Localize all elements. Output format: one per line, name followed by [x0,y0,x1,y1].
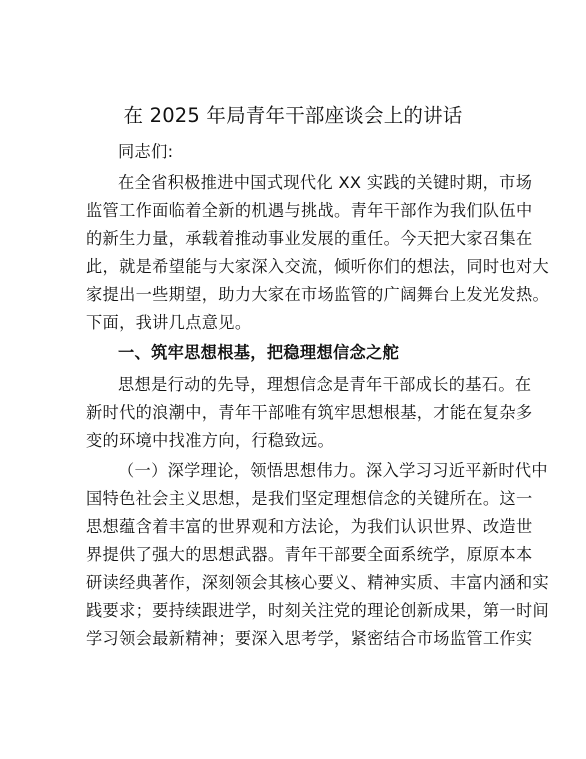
paragraph-line: 变的环境中找准方向，行稳致远。 [86,431,335,450]
paragraph-line: 践要求；要持续跟进学，时刻关注党的理论创新成果，第一时间 [86,601,550,620]
paragraph-line: （一）深学理论，领悟思想伟力。深入学习习近平新时代中 [118,461,548,480]
paragraph-line: 家提出一些期望，助力大家在市场监管的广阔舞台上发光发热。 [86,285,550,304]
section-heading: 一、筑牢思想根基，把稳理想信念之舵 [118,343,400,362]
paragraph-line: 国特色社会主义思想，是我们坚定理想信念的关键所在。这一 [86,489,533,508]
paragraph-line: 监管工作面临着全新的机遇与挑战。青年干部作为我们队伍中 [86,201,533,220]
paragraph-line: 此，就是希望能与大家深入交流，倾听你们的想法，同时也对大 [86,257,550,276]
paragraph-line: 思想是行动的先导，理想信念是青年干部成长的基石。在 [118,375,532,394]
greeting: 同志们: [118,142,174,161]
paragraph-line: 新时代的浪潮中，青年干部唯有筑牢思想根基，才能在复杂多 [86,403,533,422]
paragraph-line: 学习领会最新精神；要深入思考学，紧密结合市场监管工作实 [86,629,533,648]
paragraph-line: 研读经典著作，深刻领会其核心要义、精神实质、丰富内涵和实 [86,573,550,592]
paragraph-line: 思想蕴含着丰富的世界观和方法论，为我们认识世界、改造世 [86,517,533,536]
paragraph-line: 界提供了强大的思想武器。青年干部要全面系统学，原原本本 [86,545,533,564]
document-title: 在 2025 年局青年干部座谈会上的讲话 [123,104,463,127]
paragraph-line: 在全省积极推进中国式现代化 XX 实践的关键时期，市场 [118,173,533,192]
paragraph-line: 下面，我讲几点意见。 [86,313,252,332]
paragraph-line: 的新生力量，承载着推动事业发展的重任。今天把大家召集在 [86,229,533,248]
